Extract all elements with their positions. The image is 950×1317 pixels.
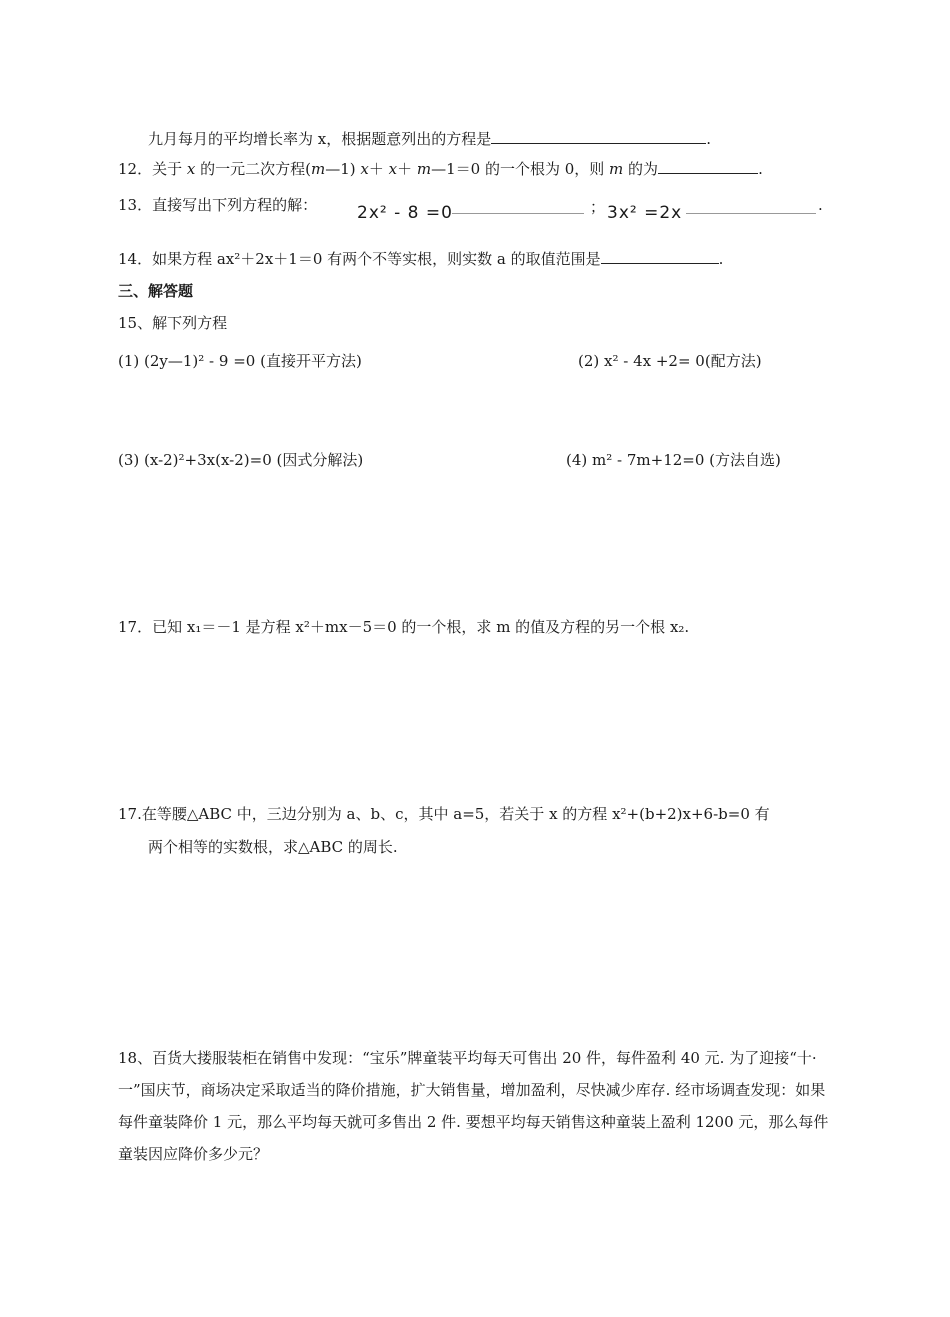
q13-end: . xyxy=(818,196,823,214)
q15-part-2: (2) x² - 4x +2= 0(配方法) xyxy=(578,352,762,370)
q15-part-3: (3) (x-2)²+3x(x-2)=0 (因式分解法) xyxy=(118,451,364,469)
q13-text: 直接写出下列方程的解： xyxy=(152,196,318,214)
q13-number: 13． xyxy=(118,196,153,214)
question-17a: 17．已知 x₁＝－1 是方程 x²＋mx－5＝0 的一个根，求 m 的值及方程的另一个根 x₂. xyxy=(118,618,690,636)
q11-text: 九月每月的平均增长率为 x，根据题意列出的方程是 xyxy=(148,130,492,148)
q13-answer-blank-2[interactable] xyxy=(686,199,816,219)
q15-part-1: (1) (2y—1)² - 9 =0 (直接开平方法) xyxy=(118,352,362,370)
q14-number: 14． xyxy=(118,250,153,268)
q11-answer-blank[interactable] xyxy=(491,129,706,144)
q13-answer-blank-1[interactable] xyxy=(452,199,584,219)
question-13 xyxy=(118,195,317,215)
q13-separator: ； xyxy=(590,198,606,216)
q15-title: 15、解下列方程 xyxy=(118,314,228,332)
section-heading: 三、解答题 xyxy=(118,282,194,300)
question-18: 18、百货大搂服装柜在销售中发现：“宝乐”牌童装平均每天可售出 20 件，每件盈利 40 元. 为了迎接“十·一”国庆节，商场决定采取适当的降价措施，扩大销售量，增加盈利，尽快减少库存. 经市场调查发现：如果每件童装降价 1 元，那么平均每天就可多售出 2 件. 要想平均每天销售这种童装上盈利 1200 元，那么每件童装因应降价多少元？ xyxy=(118,1049,829,1163)
q14-answer-blank[interactable] xyxy=(601,249,719,264)
q13-equation-2: 3x² =2x xyxy=(607,203,683,223)
question-12: 12．关于 x 的一元二次方程(m—1) x＋ x＋ m—1＝0 的一个根为 0，则 m 的为 . xyxy=(118,160,763,178)
q11-continuation: 九月每月的平均增长率为 x，根据题意列出的方程是 . xyxy=(148,130,712,148)
q12-number: 12． xyxy=(118,160,153,178)
q13-equation-1: 2x² - 8 =0 xyxy=(357,203,453,223)
q15-part-4: (4) m² - 7m+12=0 (方法自选) xyxy=(566,451,781,469)
question-17b-line-1: 17.在等腰△ABC 中，三边分别为 a、b、c，其中 a=5，若关于 x 的方程 x²+(b+2)x+6-b=0 有 xyxy=(118,805,770,823)
q12-answer-blank[interactable] xyxy=(658,159,758,174)
question-14: 14．如果方程 ax²＋2x＋1＝0 有两个不等实根，则实数 a 的取值范围是 . xyxy=(118,250,724,268)
question-17b-line-2: 两个相等的实数根，求△ABC 的周长. xyxy=(148,838,398,856)
